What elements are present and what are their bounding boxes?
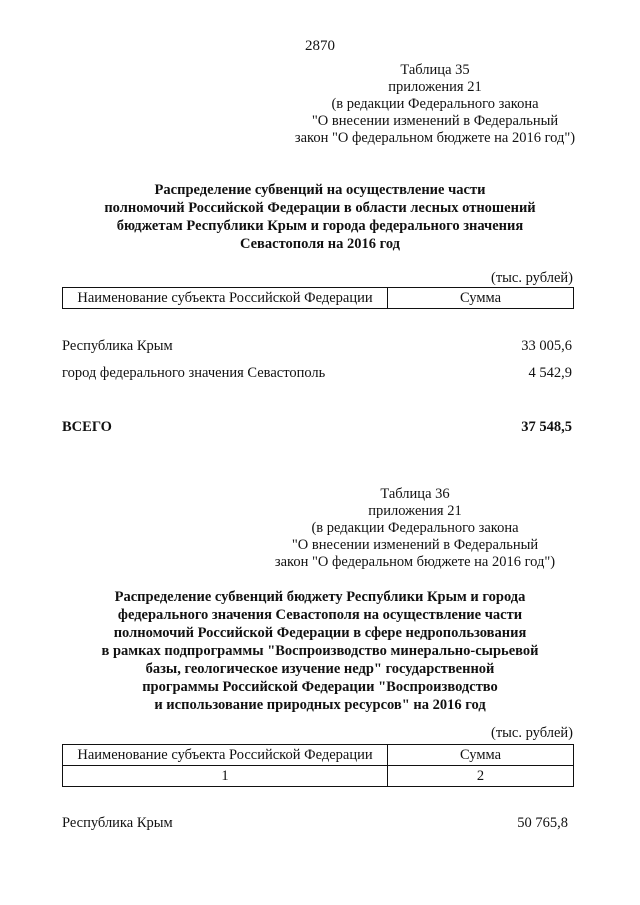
caption-line: "О внесении изменений в Федеральный (311, 113, 559, 129)
caption-line: закон "О федеральном бюджете на 2016 год") (294, 130, 576, 146)
caption-line: закон "О федеральном бюджете на 2016 год") (274, 554, 556, 570)
header-sum-cell: Сумма (388, 288, 574, 309)
table36-row-value: 50 765,8 (517, 815, 568, 831)
table35-row-name: Республика Крым (62, 338, 173, 354)
table36-header (62, 744, 574, 787)
title-line: базы, геологическое изучение недр" государственной (145, 661, 495, 677)
header-name-cell: Наименование субъекта Российской Федерации (63, 288, 388, 309)
column-number-2: 2 (388, 766, 574, 787)
title-line: полномочий Российской Федерации в сфере недропользования (113, 625, 527, 641)
caption-line: Таблица 36 (380, 486, 450, 502)
header-sum-cell: Сумма (388, 745, 574, 766)
table36-title (20, 588, 620, 714)
title-line: и использование природных ресурсов" на 2016 год (154, 697, 486, 713)
page-number: 2870 (305, 38, 335, 54)
title-line: федерального значения Севастополя на осуществление части (117, 607, 523, 623)
title-line: в рамках подпрограммы "Воспроизводство минерально-сырьевой (101, 643, 539, 659)
title-line: Севастополя на 2016 год (239, 236, 401, 252)
table35-row-value: 4 542,9 (528, 365, 572, 381)
caption-line: приложения 21 (388, 79, 482, 95)
title-line: программы Российской Федерации "Воспроизводство (142, 679, 498, 695)
table35-title (40, 181, 600, 253)
title-line: Распределение субвенций на осуществление части (154, 182, 486, 198)
caption-line: приложения 21 (368, 503, 462, 519)
title-line: Распределение субвенций бюджету Республики Крым и города (114, 589, 526, 605)
table35-row-name: город федерального значения Севастополь (62, 365, 326, 381)
table35-row-value: 33 005,6 (521, 338, 572, 354)
column-number-1: 1 (63, 766, 388, 787)
table35-caption (270, 62, 600, 147)
caption-line: (в редакции Федерального закона (311, 520, 519, 536)
table35-total-label: ВСЕГО (62, 419, 112, 435)
table36-caption (250, 486, 580, 571)
caption-line: (в редакции Федерального закона (331, 96, 539, 112)
table36-units: (тыс. рублей) (491, 725, 573, 741)
title-line: полномочий Российской Федерации в области лесных отношений (104, 200, 536, 216)
table35-total-value: 37 548,5 (521, 419, 572, 435)
table35-header (62, 287, 574, 309)
header-name-cell: Наименование субъекта Российской Федерации (63, 745, 388, 766)
title-line: бюджетам Республики Крым и города федерального значения (116, 218, 524, 234)
caption-line: Таблица 35 (400, 62, 470, 78)
table35-units: (тыс. рублей) (491, 270, 573, 286)
caption-line: "О внесении изменений в Федеральный (291, 537, 539, 553)
table36-row-name: Республика Крым (62, 815, 173, 831)
